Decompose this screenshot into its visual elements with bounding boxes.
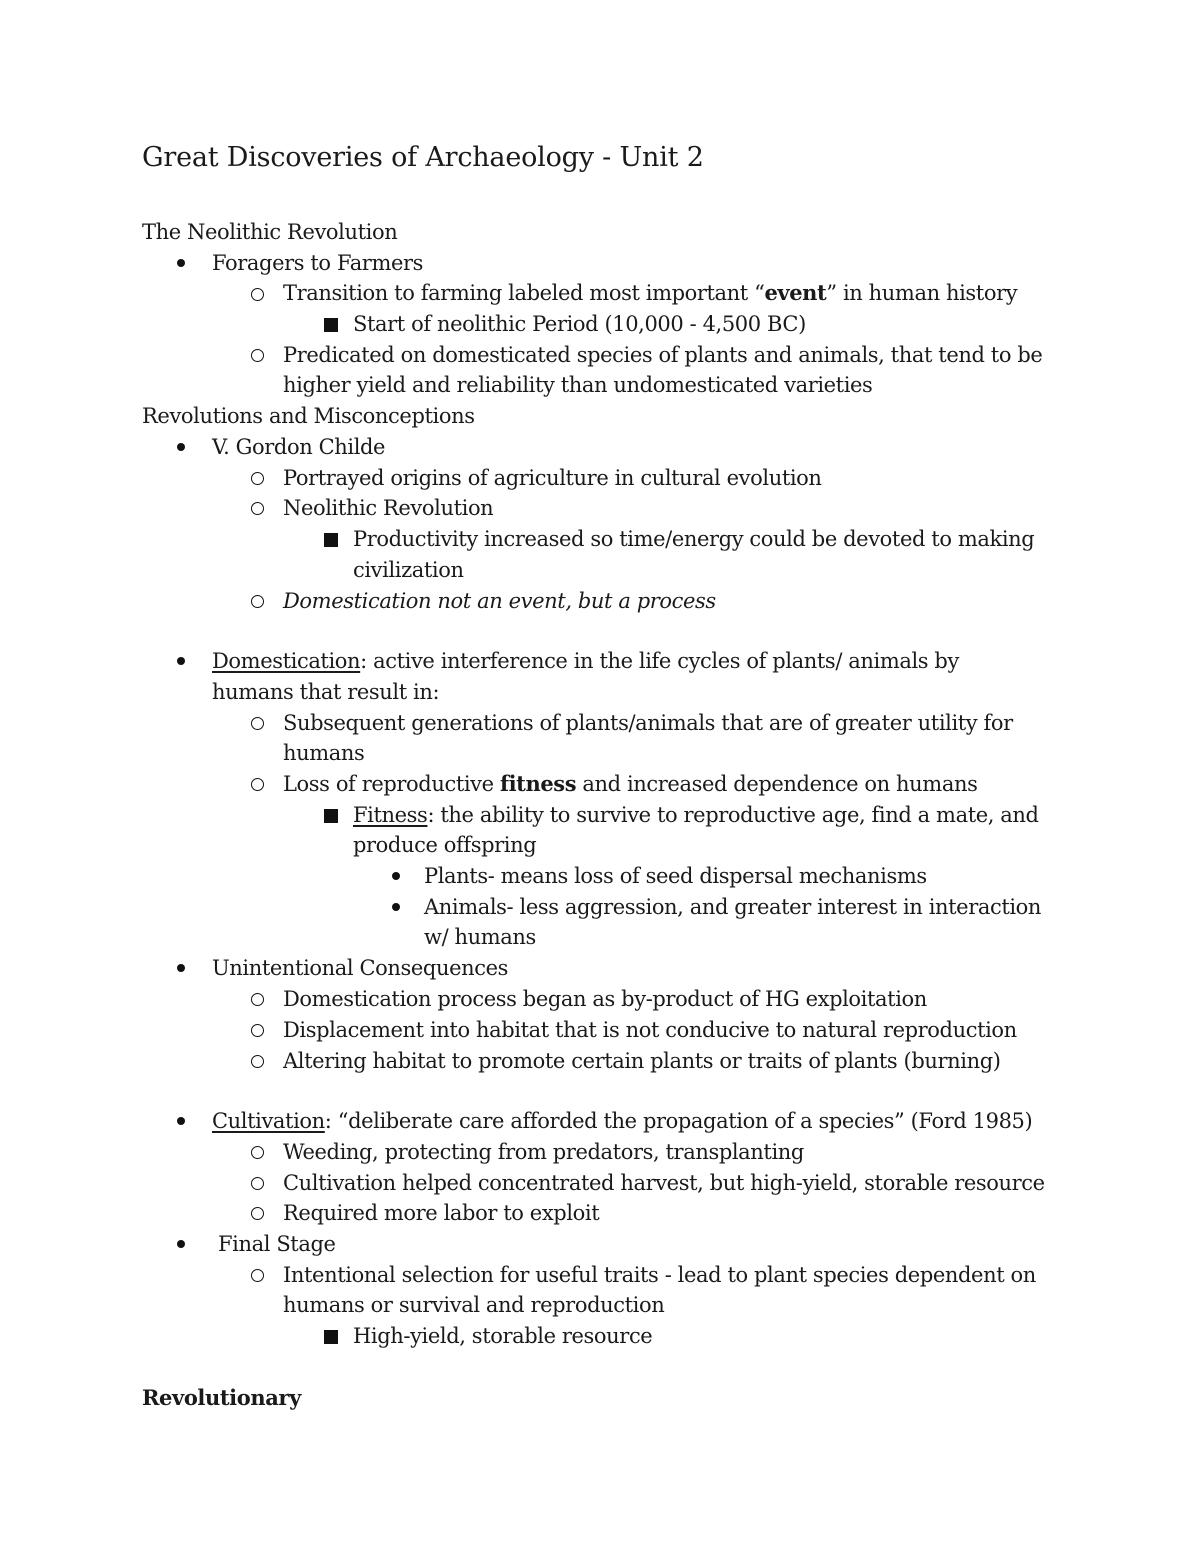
list-item: Predicated on domesticated species of plants and animals, that tend to be xyxy=(283,343,1043,367)
bullet-circle xyxy=(251,1024,264,1037)
list-item: High-yield, storable resource xyxy=(353,1324,653,1348)
text-span: : active interference in the life cycles of plants/ animals by xyxy=(360,649,959,673)
document-title: Great Discoveries of Archaeology - Unit 2 xyxy=(142,142,704,173)
list-item-continuation: civilization xyxy=(353,558,464,582)
bullet-dot xyxy=(392,872,400,880)
bullet-square xyxy=(324,318,338,332)
bullet-square xyxy=(324,809,338,823)
list-item-continuation: w/ humans xyxy=(424,925,536,949)
list-item xyxy=(212,646,959,677)
list-item: Final Stage xyxy=(218,1232,336,1256)
list-item-continuation: humans xyxy=(283,741,365,765)
text-span: : the ability to survive to reproductive age, find a mate, and xyxy=(427,803,1039,827)
list-item-continuation: produce offspring xyxy=(353,833,537,857)
list-item: Portrayed origins of agriculture in cultural evolution xyxy=(283,466,822,490)
text-span: Loss of reproductive xyxy=(283,772,500,796)
bullet-circle xyxy=(251,778,264,791)
bullet-circle xyxy=(251,1055,264,1068)
bold-term: event xyxy=(764,280,827,305)
bullet-circle xyxy=(251,1207,264,1220)
list-item: Start of neolithic Period (10,000 - 4,500 BC) xyxy=(353,312,806,336)
list-item: Cultivation helped concentrated harvest, but high-yield, storable resource xyxy=(283,1171,1045,1195)
text-span: : “deliberate care afforded the propagation of a species” (Ford 1985) xyxy=(324,1109,1033,1133)
list-item: Intentional selection for useful traits - lead to plant species dependent on xyxy=(283,1263,1036,1287)
list-item: Foragers to Farmers xyxy=(212,251,424,275)
bullet-dot xyxy=(177,657,185,665)
underlined-term: Fitness xyxy=(353,803,428,827)
bullet-circle xyxy=(251,1146,264,1159)
list-item: Required more labor to exploit xyxy=(283,1201,600,1225)
bullet-square xyxy=(324,533,338,547)
bullet-circle xyxy=(251,1269,264,1282)
list-item xyxy=(283,769,977,800)
list-item: Domestication not an event, but a process xyxy=(283,589,716,613)
list-item: Domestication process began as by-product of HG exploitation xyxy=(283,987,927,1011)
list-item xyxy=(283,278,1017,309)
list-item-continuation: higher yield and reliability than undomesticated varieties xyxy=(283,373,873,397)
bullet-dot xyxy=(177,1117,185,1125)
list-item xyxy=(212,1106,1032,1137)
list-item-continuation: humans or survival and reproduction xyxy=(283,1293,665,1317)
list-item: Subsequent generations of plants/animals that are of greater utility for xyxy=(283,711,1013,735)
bullet-circle xyxy=(251,595,264,608)
bullet-dot xyxy=(392,903,400,911)
list-item: Altering habitat to promote certain plants or traits of plants (burning) xyxy=(283,1049,1001,1073)
list-item: Unintentional Consequences xyxy=(212,956,509,980)
section-heading-bold: Revolutionary xyxy=(142,1385,301,1410)
bullet-circle xyxy=(251,717,264,730)
bullet-dot xyxy=(177,259,185,267)
list-item: Productivity increased so time/energy could be devoted to making xyxy=(353,527,1035,551)
section-heading: Revolutions and Misconceptions xyxy=(142,404,475,428)
section-heading: The Neolithic Revolution xyxy=(142,220,398,244)
bullet-circle xyxy=(251,993,264,1006)
underlined-term: Cultivation xyxy=(212,1109,325,1133)
bullet-circle xyxy=(251,288,264,301)
text-span: Transition to farming labeled most important “ xyxy=(283,281,765,305)
list-item xyxy=(353,800,1039,831)
bold-term: fitness xyxy=(499,771,577,796)
text-span: ” in human history xyxy=(826,281,1018,305)
bullet-circle xyxy=(251,1177,264,1190)
text-span: and increased dependence on humans xyxy=(576,772,978,796)
bullet-circle xyxy=(251,502,264,515)
list-item: Neolithic Revolution xyxy=(283,496,494,520)
underlined-term: Domestication xyxy=(212,649,361,673)
bullet-dot xyxy=(177,1240,185,1248)
list-item-continuation: humans that result in: xyxy=(212,680,440,704)
list-item: Animals- less aggression, and greater interest in interaction xyxy=(424,895,1042,919)
bullet-square xyxy=(324,1330,338,1344)
list-item: Plants- means loss of seed dispersal mechanisms xyxy=(424,864,927,888)
list-item: Displacement into habitat that is not conducive to natural reproduction xyxy=(283,1018,1017,1042)
list-item: V. Gordon Childe xyxy=(212,435,386,459)
bullet-dot xyxy=(177,443,185,451)
list-item: Weeding, protecting from predators, transplanting xyxy=(283,1140,804,1164)
bullet-dot xyxy=(177,964,185,972)
bullet-circle xyxy=(251,349,264,362)
bullet-circle xyxy=(251,472,264,485)
